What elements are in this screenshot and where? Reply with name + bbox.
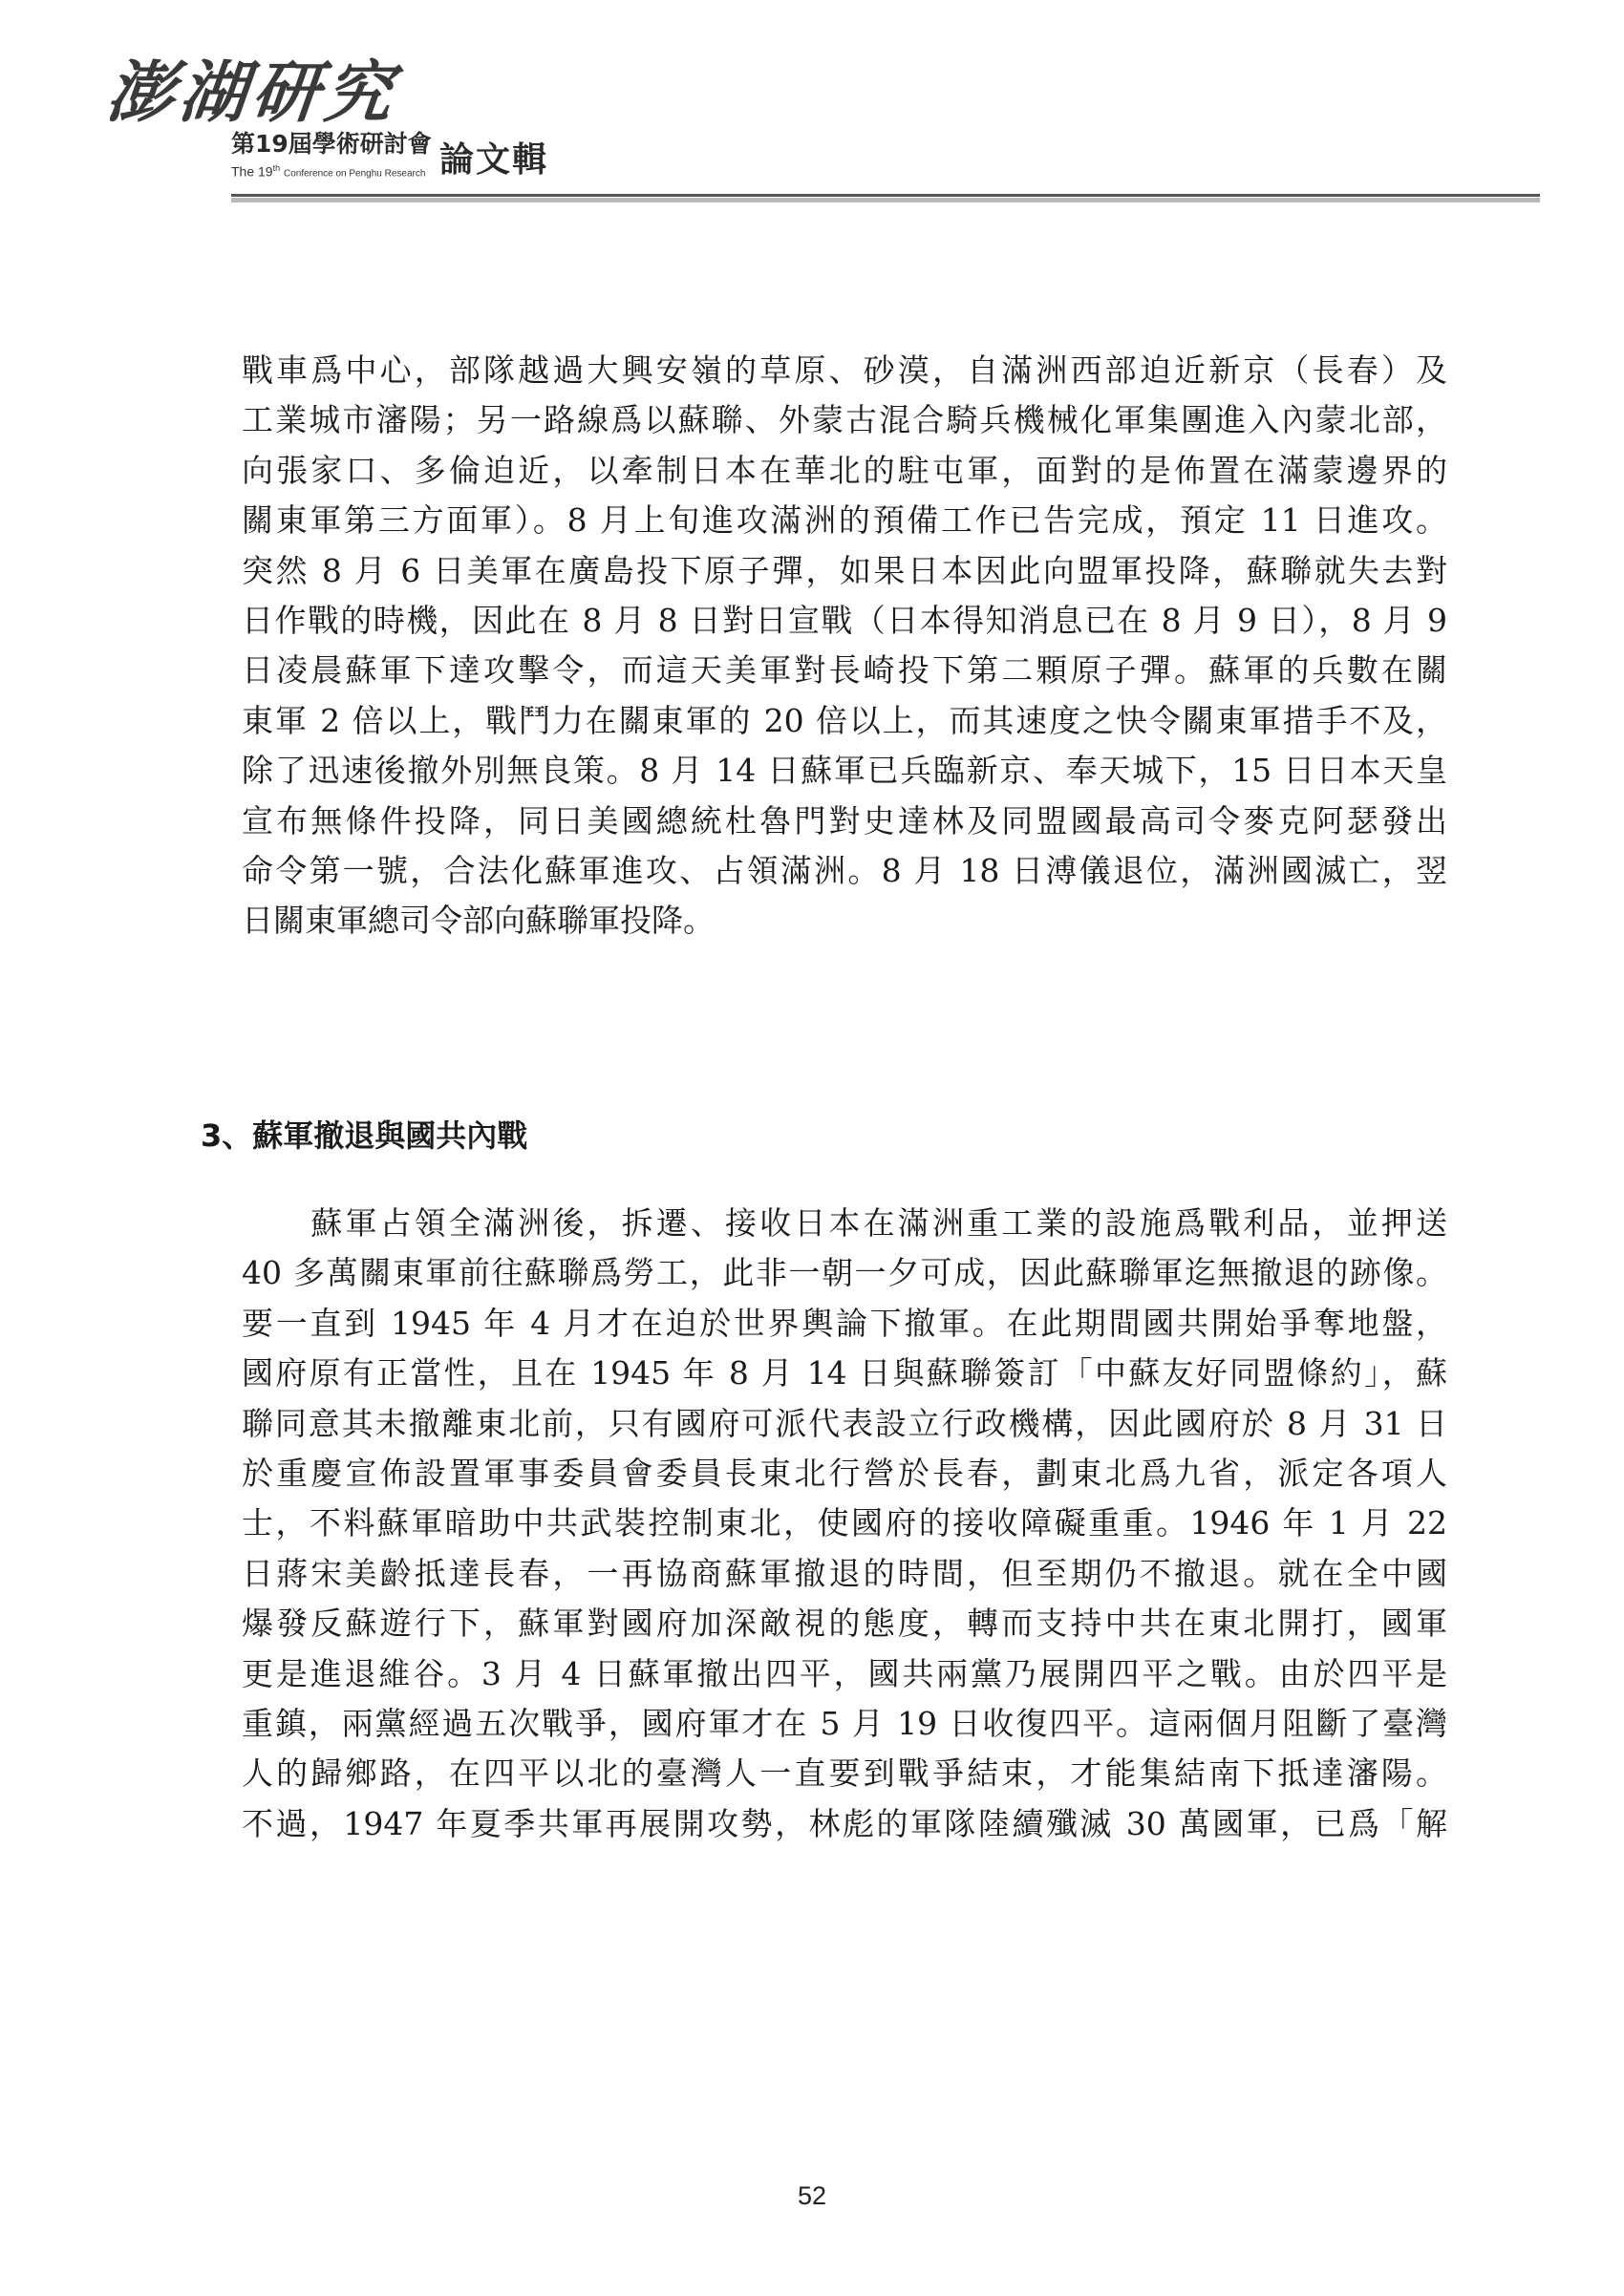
text-line: 工業城市瀋陽；另一路線爲以蘇聯、外蒙古混合騎兵機械化軍集團進入內蒙北部， [242,401,1447,439]
text-line: 向張家口、多倫迫近，以牽制日本在華北的駐屯軍，面對的是佈置在滿蒙邊界的 [242,451,1447,489]
text-line: 日凌晨蘇軍下達攻擊令，而這天美軍對長崎投下第二顆原子彈。蘇軍的兵數在關 [242,651,1447,690]
conference-en-prefix: The 19 [231,163,273,180]
text-line: 戰車爲中心，部隊越過大興安嶺的草原、砂漠，自滿洲西部迫近新京（長春）及 [242,351,1447,389]
conference-title-zh: 第19屆學術研討會 [231,130,432,158]
text-line: 要一直到 1945 年 4 月才在迫於世界輿論下撤軍。在此期間國共開始爭奪地盤， [242,1304,1447,1342]
text-line: 除了迅速後撤外別無良策。8 月 14 日蘇軍已兵臨新京、奉天城下，15 日日本天皇 [242,752,1447,790]
text-line: 東軍 2 倍以上，戰鬥力在關東軍的 20 倍以上，而其速度之快令關東軍措手不及， [242,701,1447,739]
text-line: 日作戰的時機，因此在 8 月 8 日對日宣戰（日本得知消息已在 8 月 9 日），8 月 9 [242,601,1447,639]
header-rule [231,194,1540,197]
text-line: 於重慶宣佈設置軍事委員會委員長東北行營於長春，劃東北爲九省，派定各項人 [242,1454,1447,1492]
text-line: 爆發反蘇遊行下，蘇軍對國府加深敵視的態度，轉而支持中共在東北開打，國軍 [242,1605,1447,1643]
body-paragraph-1 [242,346,1447,946]
section-heading: 3、蘇軍撤退與國共內戰 [201,1117,528,1154]
text-line: 更是進退維谷。3 月 4 日蘇軍撤出四平，國共兩黨乃展開四平之戰。由於四平是 [242,1654,1447,1692]
text-line: 日關東軍總司令部向蘇聯軍投降。 [242,902,715,940]
page-number: 52 [797,2181,827,2210]
text-line: 命令第一號，合法化蘇軍進攻、占領滿洲。8 月 18 日溥儀退位，滿洲國滅亡，翌 [242,851,1447,889]
text-line: 蘇軍占領全滿洲後，拆遷、接收日本在滿洲重工業的設施爲戰利品，並押送 [242,1204,1447,1242]
header-rule-shadow [231,198,1540,202]
text-line: 日蔣宋美齡抵達長春，一再協商蘇軍撤退的時間，但至期仍不撤退。就在全中國 [242,1554,1447,1592]
text-line: 40 多萬關東軍前往蘇聯爲勞工，此非一朝一夕可成，因此蘇聯軍迄無撤退的跡像。 [242,1254,1447,1292]
conference-en-suffix: Conference on Penghu Research [284,168,426,180]
proceedings-label: 論文輯 [439,140,549,180]
page-header [0,0,1624,210]
body-paragraph-2 [242,1199,1447,1849]
text-line: 關東軍第三方面軍）。8 月上旬進攻滿洲的預備工作已告完成，預定 11 日進攻。 [242,501,1447,540]
text-line: 不過，1947 年夏季共軍再展開攻勢，林彪的軍隊陸續殲滅 30 萬國軍，已爲「解 [242,1804,1447,1842]
conference-en-sup: th [272,163,281,173]
text-line: 士，不料蘇軍暗助中共武裝控制東北，使國府的接收障礙重重。1946 年 1 月 22 [242,1504,1447,1542]
text-line: 人的歸鄉路，在四平以北的臺灣人一直要到戰爭結束，才能集結南下抵達瀋陽。 [242,1754,1447,1793]
text-line: 重鎮，兩黨經過五次戰爭，國府軍才在 5 月 19 日收復四平。這兩個月阻斷了臺灣 [242,1704,1447,1742]
conference-title-en [231,164,425,180]
text-line: 國府原有正當性，且在 1945 年 8 月 14 日與蘇聯簽訂「中蘇友好同盟條約」，蘇 [242,1354,1447,1392]
text-line: 聯同意其未撤離東北前，只有國府可派代表設立行政機構，因此國府於 8 月 31 日 [242,1404,1447,1442]
text-line: 宣布無條件投降，同日美國總統杜魯門對史達林及同盟國最高司令麥克阿瑟發出 [242,801,1447,840]
journal-logo-title: 澎湖研究 [102,53,402,132]
text-line: 突然 8 月 6 日美軍在廣島投下原子彈，如果日本因此向盟軍投降，蘇聯就失去對 [242,551,1447,589]
